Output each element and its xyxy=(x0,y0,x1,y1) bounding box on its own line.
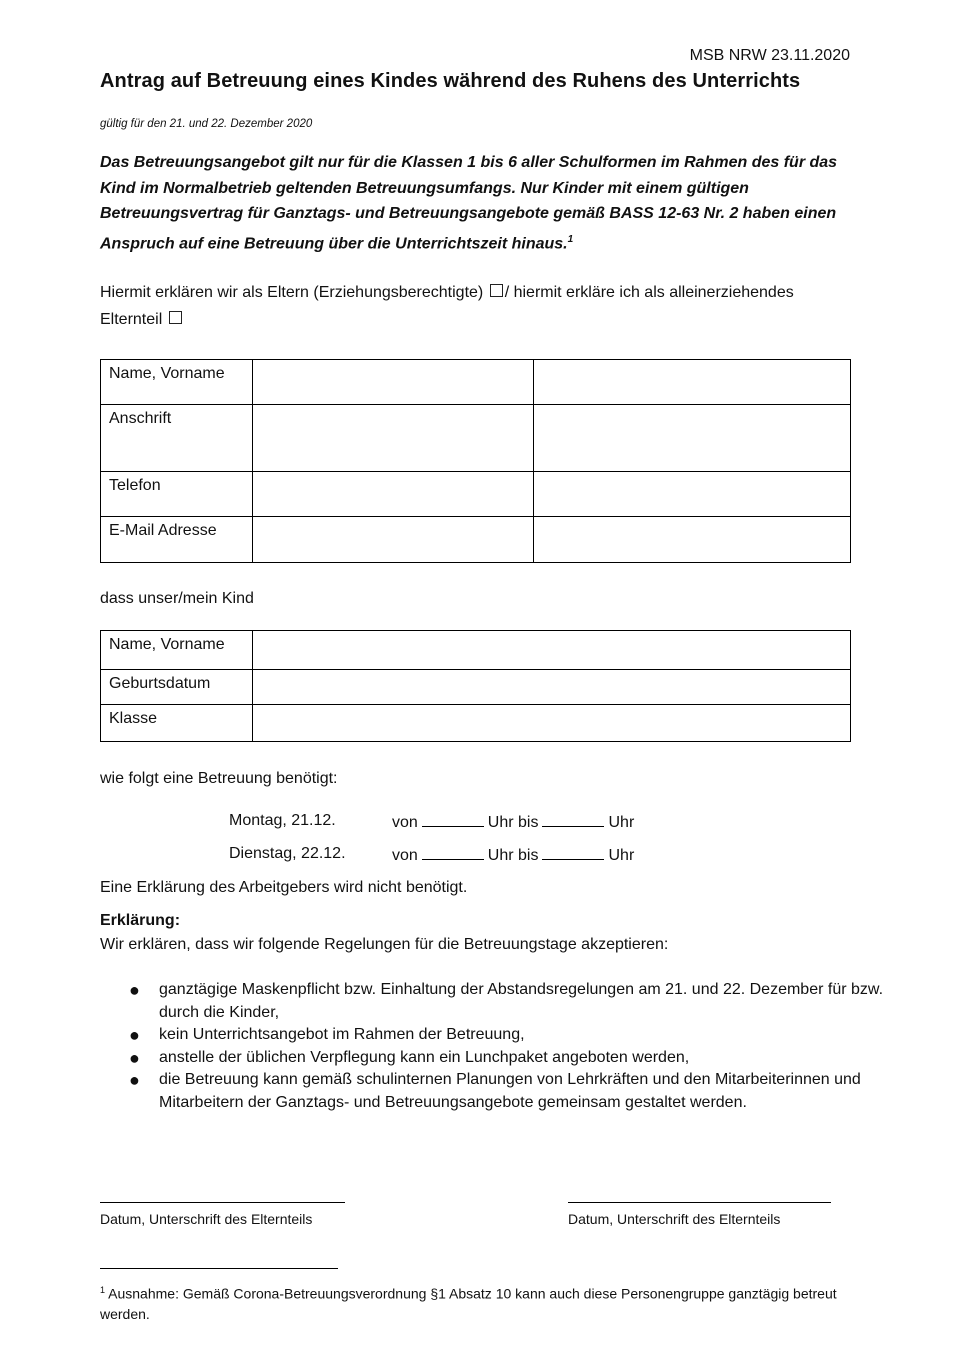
footnote xyxy=(100,1280,852,1324)
table-row xyxy=(101,360,851,405)
list-item-text: die Betreuung kann gemäß schulinternen Planungen von Lehrkräften und den Mitarbeiterinnen und Mitarbeitern der Ganztags- und Betreuungsangebote gemeinsam gestaltet werden. xyxy=(159,1071,861,1111)
parent2-email-field[interactable] xyxy=(534,517,851,563)
schedule-day: Montag, 21.12. xyxy=(229,812,336,829)
table-row xyxy=(101,472,851,517)
list-item-text: ganztägige Maskenpflicht bzw. Einhaltung der Abstandsregelungen am 21. und 22. Dezember für bzw. durch die Kinder, xyxy=(159,981,884,1021)
declaration-line xyxy=(100,279,852,333)
row-label: Anschrift xyxy=(101,405,253,472)
intro-footnote-mark: 1 xyxy=(567,234,574,246)
table-row xyxy=(101,631,851,670)
footnote-mark: 1 xyxy=(100,1285,106,1295)
single-parent-checkbox[interactable] xyxy=(169,311,182,324)
signature-line-right[interactable] xyxy=(568,1202,831,1203)
document-reference: MSB NRW 23.11.2020 xyxy=(689,47,850,64)
table-row xyxy=(101,517,851,563)
parent1-email-field[interactable] xyxy=(253,517,534,563)
employer-note: Eine Erklärung des Arbeitgebers wird nicht benötigt. xyxy=(100,879,468,896)
care-intro: wie folgt eine Betreuung benötigt: xyxy=(100,770,338,787)
declaration-part2: / hiermit erkläre ich als alleinerziehendes Elternteil xyxy=(100,284,794,328)
list-item xyxy=(129,1024,911,1047)
parent2-phone-field[interactable] xyxy=(534,472,851,517)
until-label: Uhr bis xyxy=(487,847,539,864)
until-label: Uhr bis xyxy=(487,814,539,831)
hour-label: Uhr xyxy=(608,814,635,831)
signature-label-right: Datum, Unterschrift des Elternteils xyxy=(568,1211,781,1227)
parent1-address-field[interactable] xyxy=(253,405,534,472)
end-time-field[interactable] xyxy=(542,845,604,860)
parent2-address-field[interactable] xyxy=(534,405,851,472)
rules-list xyxy=(100,979,911,1114)
bullet-icon: ● xyxy=(129,1047,140,1068)
hour-label: Uhr xyxy=(608,847,635,864)
row-label: E-Mail Adresse xyxy=(101,517,253,563)
table-row xyxy=(101,405,851,472)
row-label: Telefon xyxy=(101,472,253,517)
list-item xyxy=(129,1069,911,1114)
child-birthdate-field[interactable] xyxy=(253,670,851,705)
row-label: Name, Vorname xyxy=(101,360,253,405)
list-item xyxy=(129,979,911,1024)
bullet-icon: ● xyxy=(129,980,140,1000)
start-time-field[interactable] xyxy=(422,812,484,827)
parents-checkbox[interactable] xyxy=(490,284,503,297)
intro-text: Das Betreuungsangebot gilt nur für die Klassen 1 bis 6 aller Schulformen im Rahmen des für das Kind im Normalbetrieb geltenden Betreuungsumfangs. Nur Kinder mit einem gültigen Betreuungsvertrag für Ganztags- und Betreuungsangebote gemäß BASS 12-63 Nr. 2 haben einen Anspruch auf eine Betreuung über die Unterrichtszeit hinaus. xyxy=(100,154,838,253)
footnote-text: Ausnahme: Gemäß Corona-Betreuungsverordnung §1 Absatz 10 kann auch diese Personengruppe ganztägig betreut werden. xyxy=(100,1285,837,1322)
intro-paragraph xyxy=(100,150,852,257)
table-row xyxy=(101,705,851,742)
parent1-name-field[interactable] xyxy=(253,360,534,405)
row-label: Name, Vorname xyxy=(101,631,253,670)
schedule-time-row xyxy=(392,812,634,832)
statement-intro: Wir erklären, dass wir folgende Regelungen für die Betreuungstage akzeptieren: xyxy=(100,936,669,953)
parent2-name-field[interactable] xyxy=(534,360,851,405)
end-time-field[interactable] xyxy=(542,812,604,827)
document-title: Antrag auf Betreuung eines Kindes während des Ruhens des Unterrichts xyxy=(100,70,801,92)
row-label: Klasse xyxy=(101,705,253,742)
child-class-field[interactable] xyxy=(253,705,851,742)
parent1-phone-field[interactable] xyxy=(253,472,534,517)
list-item xyxy=(129,1047,911,1070)
bullet-icon: ● xyxy=(129,1025,140,1045)
table-row xyxy=(101,670,851,705)
statement-heading: Erklärung: xyxy=(100,912,181,929)
validity-note: gültig für den 21. und 22. Dezember 2020 xyxy=(100,118,313,130)
parent-table xyxy=(100,359,851,563)
child-name-field[interactable] xyxy=(253,631,851,670)
child-table xyxy=(100,630,851,742)
footnote-divider xyxy=(100,1268,338,1269)
signature-line-left[interactable] xyxy=(100,1202,345,1203)
declaration-part1: Hiermit erklären wir als Eltern (Erziehungsberechtigte) xyxy=(100,284,484,301)
row-label: Geburtsdatum xyxy=(101,670,253,705)
signature-label-left: Datum, Unterschrift des Elternteils xyxy=(100,1211,313,1227)
schedule-time-row xyxy=(392,845,634,865)
child-intro: dass unser/mein Kind xyxy=(100,590,254,607)
from-label: von xyxy=(392,847,418,864)
list-item-text: kein Unterrichtsangebot im Rahmen der Betreuung, xyxy=(159,1026,525,1043)
from-label: von xyxy=(392,814,418,831)
schedule-day: Dienstag, 22.12. xyxy=(229,845,346,862)
start-time-field[interactable] xyxy=(422,845,484,860)
bullet-icon: ● xyxy=(129,1070,140,1090)
list-item-text: anstelle der üblichen Verpflegung kann ein Lunchpaket angeboten werden, xyxy=(159,1048,690,1066)
